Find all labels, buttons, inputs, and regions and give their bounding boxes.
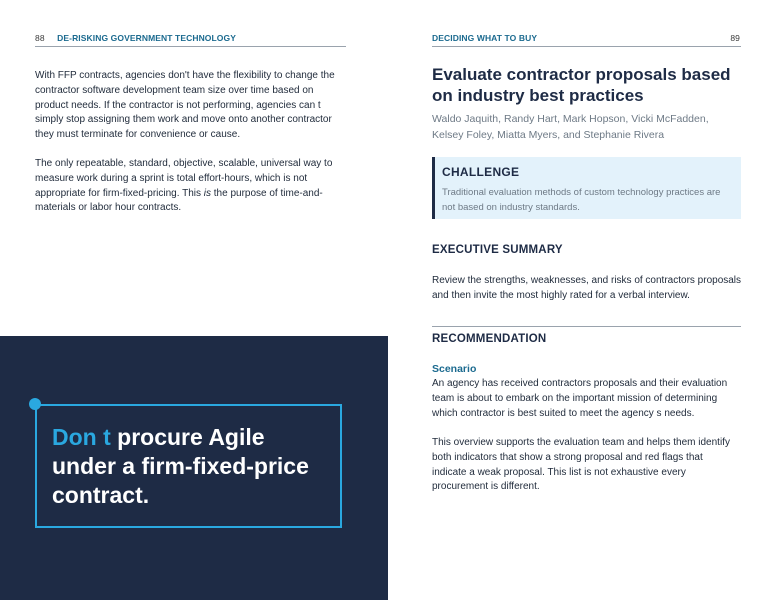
header-divider bbox=[35, 46, 346, 47]
section-divider bbox=[432, 326, 741, 327]
page-number: 89 bbox=[730, 33, 740, 43]
right-running-head bbox=[432, 33, 740, 43]
running-title: DECIDING WHAT TO BUY bbox=[432, 33, 538, 43]
left-running-head bbox=[35, 33, 236, 43]
paragraph-text: the purpose of time-and-materials or labor hour contracts. bbox=[35, 187, 323, 214]
executive-summary-text: Review the strengths, weaknesses, and risks of contractors proposals and then invite the most highly rated for a verbal interview. bbox=[432, 275, 742, 301]
pull-quote-highlight: Don t bbox=[52, 424, 111, 450]
pull-quote bbox=[52, 423, 322, 510]
recommendation-title: RECOMMENDATION bbox=[432, 333, 547, 345]
author-list: Waldo Jaquith, Randy Hart, Mark Hopson, Vicki McFadden, Kelsey Foley, Miatta Myers, and Stephanie Rivera bbox=[432, 113, 709, 141]
body-paragraph-1: With FFP contracts, agencies don't have the flexibility to change the contractor software development team size over time based on product needs. If the contractor is not performing, agencies can t simply stop assigning them work and move onto another contractor they must terminate for convenience or cause. bbox=[35, 70, 335, 141]
right-page bbox=[388, 0, 776, 600]
bullet-dot-icon bbox=[29, 398, 41, 410]
page-number: 88 bbox=[35, 33, 45, 43]
executive-summary-title: EXECUTIVE SUMMARY bbox=[432, 244, 563, 256]
chapter-heading: Evaluate contractor proposals based on industry best practices bbox=[432, 65, 731, 105]
running-title: DE-RISKING GOVERNMENT TECHNOLOGY bbox=[57, 33, 236, 43]
challenge-callout bbox=[432, 157, 741, 219]
paragraph-text: The only repeatable, standard, objective, scalable, universal way to measure work during a sprint is total effort-hours, which is not appropriate for firm-fixed-pricing. This bbox=[35, 158, 333, 199]
body-paragraph-2 bbox=[35, 157, 335, 216]
emphasis-text: is bbox=[203, 187, 211, 199]
scenario-label: Scenario bbox=[432, 363, 477, 375]
scenario-paragraph-2: This overview supports the evaluation team and helps them identify both indicators that show a strong proposal and red flags that indicate a weak proposal. This list is not exhaustive every procurement is different. bbox=[432, 437, 730, 493]
scenario-paragraph-1: An agency has received contractors proposals and their evaluation team is about to embark on the important mission of determining which contractor is best suited to meet the agency s needs. bbox=[432, 378, 728, 419]
challenge-text: Traditional evaluation methods of custom technology practices are not based on industry standards. bbox=[442, 187, 721, 213]
challenge-label: CHALLENGE bbox=[442, 165, 520, 179]
header-divider bbox=[432, 46, 741, 47]
pull-quote-text: procure Agile under a firm-fixed-price contract. bbox=[52, 424, 309, 508]
